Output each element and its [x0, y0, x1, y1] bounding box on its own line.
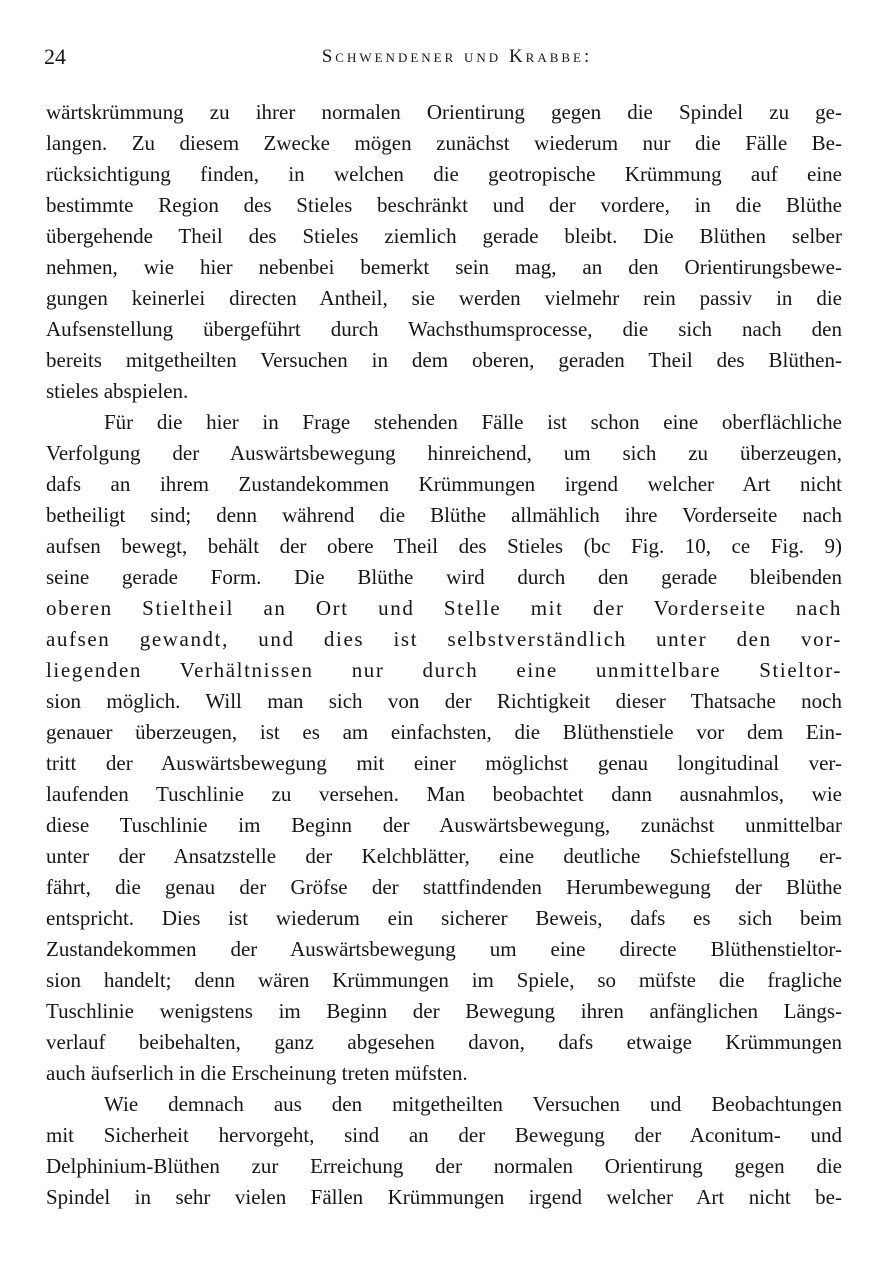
text-line: tritt der Auswärtsbewegung mit einer möglichst genau longitudinal ver-: [46, 751, 842, 775]
body-text: [46, 97, 842, 1213]
text-line: aufsen gewandt, und dies ist selbstverständlich unter den vor-: [46, 627, 842, 651]
text-line: oberen Stieltheil an Ort und Stelle mit der Vorderseite nach: [46, 596, 842, 620]
running-head: [44, 40, 840, 76]
text-line: langen. Zu diesem Zwecke mögen zunächst wiederum nur die Fälle Be-: [46, 131, 842, 155]
text-line: Spindel in sehr vielen Fällen Krümmungen irgend welcher Art nicht be-: [46, 1185, 842, 1209]
text-line: auch äufserlich in die Erscheinung treten müfsten.: [46, 1061, 468, 1085]
text-line: Wie demnach aus den mitgetheilten Versuchen und Beobachtungen: [104, 1092, 842, 1116]
text-line: betheiligt sind; denn während die Blüthe allmählich ihre Vorderseite nach: [46, 503, 842, 527]
text-line: unter der Ansatzstelle der Kelchblätter, eine deutliche Schiefstellung er-: [46, 844, 842, 868]
text-line: Verfolgung der Auswärtsbewegung hinreichend, um sich zu überzeugen,: [46, 441, 842, 465]
text-line: diese Tuschlinie im Beginn der Auswärtsbewegung, zunächst unmittelbar: [46, 813, 842, 837]
text-line: Für die hier in Frage stehenden Fälle ist schon eine oberflächliche: [104, 410, 842, 434]
text-line: sion möglich. Will man sich von der Richtigkeit dieser Thatsache noch: [46, 689, 842, 713]
text-line: stieles abspielen.: [46, 379, 189, 403]
text-line: bestimmte Region des Stieles beschränkt und der vordere, in die Blüthe: [46, 193, 842, 217]
page-number: 24: [44, 44, 66, 69]
text-line: Tuschlinie wenigstens im Beginn der Bewegung ihren anfänglichen Längs-: [46, 999, 842, 1023]
text-line: Zustandekommen der Auswärtsbewegung um eine directe Blüthenstieltor-: [46, 937, 842, 961]
text-line: nehmen, wie hier nebenbei bemerkt sein mag, an den Orientirungsbewe-: [46, 255, 842, 279]
text-line: rücksichtigung finden, in welchen die geotropische Krümmung auf eine: [46, 162, 842, 186]
text-line: gungen keinerlei directen Antheil, sie werden vielmehr rein passiv in die: [46, 286, 842, 310]
text-line: dafs an ihrem Zustandekommen Krümmungen irgend welcher Art nicht: [46, 472, 842, 496]
text-line: fährt, die genau der Gröfse der stattfindenden Herumbewegung der Blüthe: [46, 875, 842, 899]
text-line: genauer überzeugen, ist es am einfachsten, die Blüthenstiele vor dem Ein-: [46, 720, 842, 744]
text-line: liegenden Verhältnissen nur durch eine unmittelbare Stieltor-: [46, 658, 842, 682]
text-line: verlauf beibehalten, ganz abgesehen davon, dafs etwaige Krümmungen: [46, 1030, 842, 1054]
text-line: seine gerade Form. Die Blüthe wird durch den gerade bleibenden: [46, 565, 842, 589]
text-line: bereits mitgetheilten Versuchen in dem oberen, geraden Theil des Blüthen-: [46, 348, 842, 372]
text-line: wärtskrümmung zu ihrer normalen Orientirung gegen die Spindel zu ge-: [46, 100, 842, 124]
text-line: aufsen bewegt, behält der obere Theil des Stieles (bc Fig. 10, ce Fig. 9): [46, 534, 842, 558]
text-line: entspricht. Dies ist wiederum ein sicherer Beweis, dafs es sich beim: [46, 906, 842, 930]
text-line: mit Sicherheit hervorgeht, sind an der Bewegung der Aconitum- und: [46, 1123, 842, 1147]
running-title: Schwendener und Krabbe:: [321, 46, 593, 67]
text-line: Aufsenstellung übergeführt durch Wachsthumsprocesse, die sich nach den: [46, 317, 842, 341]
text-line: laufenden Tuschlinie zu versehen. Man beobachtet dann ausnahmlos, wie: [46, 782, 842, 806]
text-line: Delphinium-Blüthen zur Erreichung der normalen Orientirung gegen die: [46, 1154, 842, 1178]
text-line: übergehende Theil des Stieles ziemlich gerade bleibt. Die Blüthen selber: [46, 224, 842, 248]
text-line: sion handelt; denn wären Krümmungen im Spiele, so müfste die fragliche: [46, 968, 842, 992]
